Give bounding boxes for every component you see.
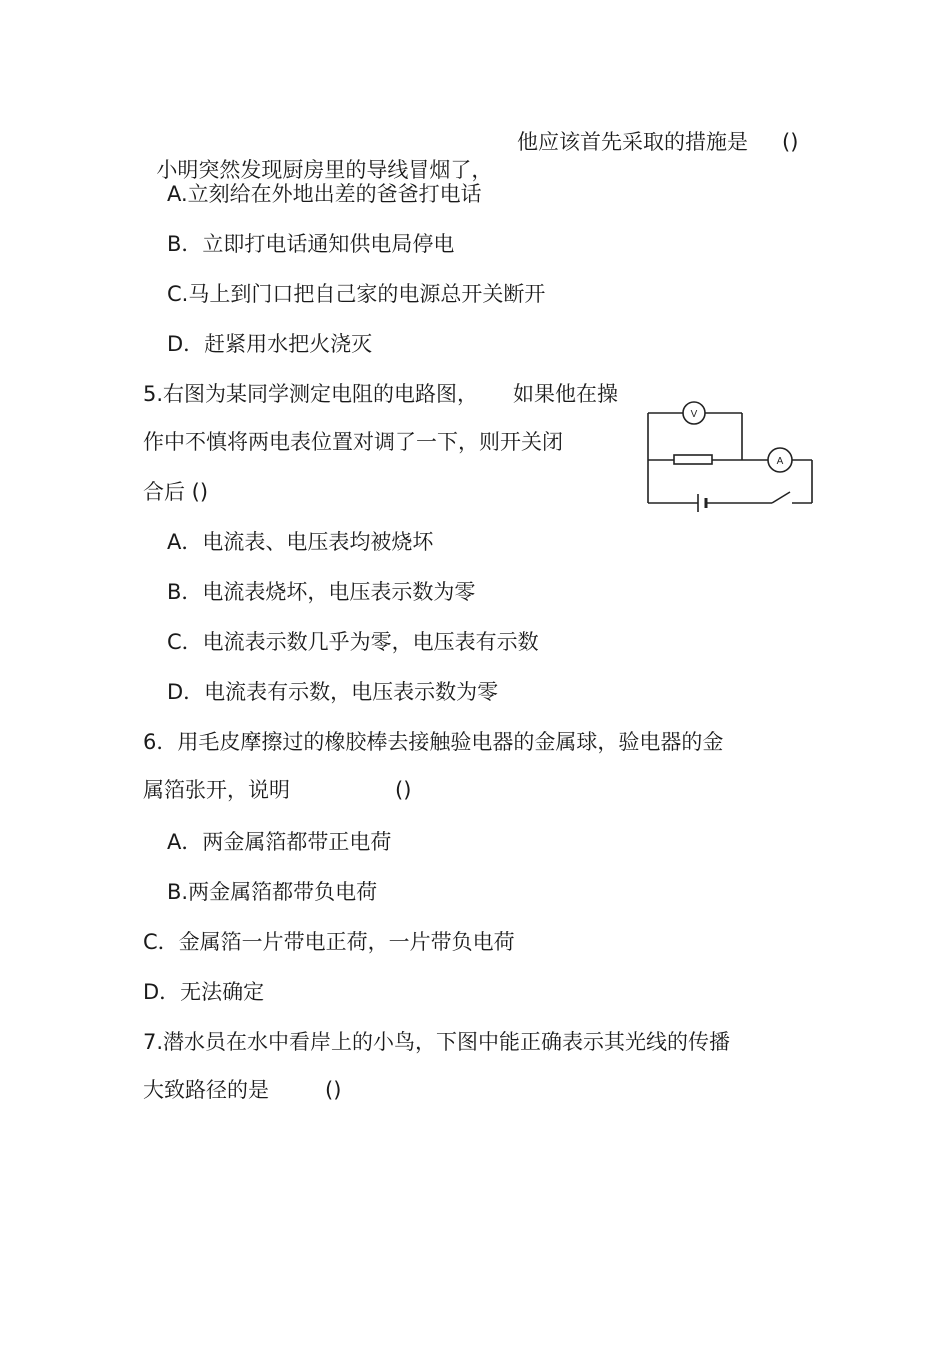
q6-line2: 属箔张开，说明 (143, 778, 290, 802)
q4-option-a: A.立刻给在外地出差的爸爸打电话 (167, 182, 482, 206)
q4-option-b: B．立即打电话通知供电局停电 (167, 232, 455, 256)
circuit-diagram (640, 398, 820, 513)
q6-option-b: B.两金属箔都带负电荷 (167, 880, 378, 904)
q6-option-c: C．金属箔一片带电正荷，一片带负电荷 (143, 930, 515, 954)
switch-blade (772, 492, 790, 503)
q5-line2: 作中不慎将两电表位置对调了一下，则开关闭 (143, 430, 563, 454)
q5-option-a: A．电流表、电压表均被烧坏 (167, 530, 434, 554)
voltmeter-label: V (690, 409, 698, 420)
q4-option-c: C.马上到门口把自己家的电源总开关断开 (167, 282, 546, 306)
q4-stem (143, 128, 492, 184)
q4-stem-part1: 小明突然发现厨房里的导线冒烟了， (156, 158, 493, 182)
q6-option-d: D．无法确定 (143, 980, 265, 1004)
q5-line1-part2: 如果他在操 (513, 382, 618, 406)
resistor-symbol (674, 455, 712, 464)
q7-line1: 7.潜水员在水中看岸上的小鸟，下图中能正确表示其光线的传播 (143, 1030, 731, 1054)
q5-line1-part1: 5.右图为某同学测定电阻的电路图， (143, 382, 479, 406)
q7-answer-paren: () (325, 1078, 342, 1102)
q6-answer-paren: () (395, 778, 412, 802)
q7-line2: 大致路径的是 (143, 1078, 269, 1102)
ammeter-label: A (776, 456, 784, 467)
q5-option-b: B．电流表烧坏，电压表示数为零 (167, 580, 476, 604)
q5-option-d: D．电流表有示数，电压表示数为零 (167, 680, 499, 704)
q6-option-a: A．两金属箔都带正电荷 (167, 830, 392, 854)
q5-option-c: C．电流表示数几乎为零，电压表有示数 (167, 630, 539, 654)
q5-line3: 合后 () (143, 480, 209, 504)
q4-option-d: D．赶紧用水把火浇灭 (167, 332, 373, 356)
q6-line1: 6．用毛皮摩擦过的橡胶棒去接触验电器的金属球，验电器的金 (143, 730, 724, 754)
q4-answer-paren: () (782, 130, 799, 154)
q4-stem-part2: 他应该首先采取的措施是 (517, 130, 748, 154)
